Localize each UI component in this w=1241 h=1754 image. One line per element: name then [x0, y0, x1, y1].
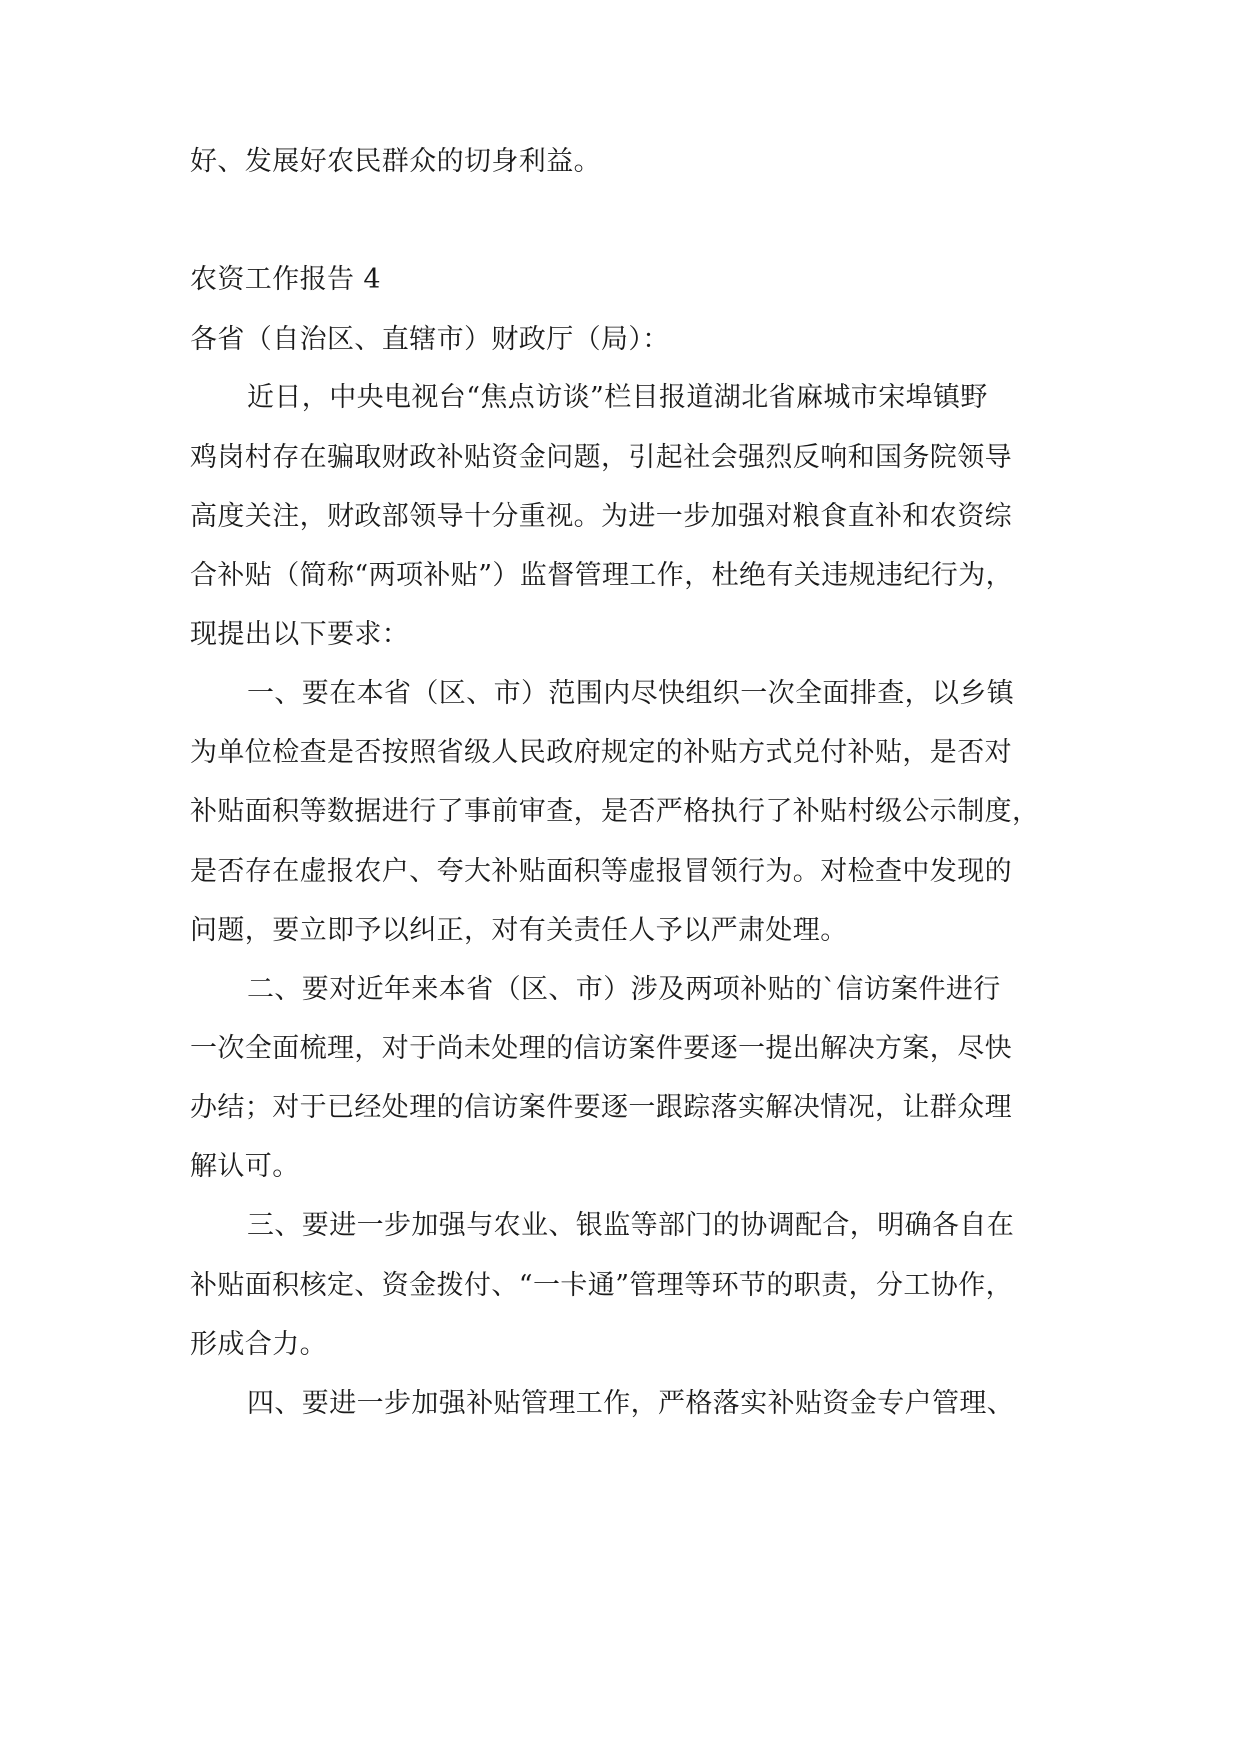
- paragraph-intro-line: 近日，中央电视台“焦点访谈”栏目报道湖北省麻城市宋埠镇野: [247, 382, 988, 413]
- paragraph-item-1-line: 问题，要立即予以纠正，对有关责任人予以严肃处理。: [190, 915, 848, 946]
- salutation: 各省（自治区、直辖市）财政厅（局）：: [190, 324, 670, 355]
- paragraph-item-1-line: 补贴面积等数据进行了事前审查，是否严格执行了补贴村级公示制度，: [190, 796, 1040, 827]
- paragraph-intro-line: 合补贴（简称“两项补贴”）监督管理工作，杜绝有关违规违纪行为，: [190, 560, 1014, 591]
- paragraph-continuation-line: 好、发展好农民群众的切身利益。: [190, 146, 601, 177]
- paragraph-item-1-line: 一、要在本省（区、市）范围内尽快组织一次全面排查，以乡镇: [247, 678, 1015, 709]
- paragraph-intro-line: 高度关注，财政部领导十分重视。为进一步加强对粮食直补和农资综: [190, 501, 1012, 532]
- paragraph-item-4-line: 四、要进一步加强补贴管理工作，严格落实补贴资金专户管理、: [247, 1388, 1015, 1419]
- paragraph-item-3-line: 补贴面积核定、资金拨付、“一卡通”管理等环节的职责，分工协作，: [190, 1270, 1014, 1301]
- paragraph-intro-line: 现提出以下要求：: [190, 619, 410, 650]
- paragraph-item-3-line: 三、要进一步加强与农业、银监等部门的协调配合，明确各自在: [247, 1210, 1015, 1241]
- paragraph-item-2-line: 解认可。: [190, 1151, 300, 1182]
- paragraph-item-2-line: 二、要对近年来本省（区、市）涉及两项补贴的`信访案件进行: [247, 974, 1001, 1005]
- paragraph-item-2-line: 一次全面梳理，对于尚未处理的信访案件要逐一提出解决方案，尽快: [190, 1033, 1012, 1064]
- section-title: 农资工作报告 4: [190, 264, 381, 295]
- paragraph-item-1-line: 为单位检查是否按照省级人民政府规定的补贴方式兑付补贴，是否对: [190, 737, 1012, 768]
- paragraph-intro-line: 鸡岗村存在骗取财政补贴资金问题，引起社会强烈反响和国务院领导: [190, 442, 1012, 473]
- paragraph-item-2-line: 办结；对于已经处理的信访案件要逐一跟踪落实解决情况，让群众理: [190, 1092, 1012, 1123]
- paragraph-item-3-line: 形成合力。: [190, 1329, 327, 1360]
- paragraph-item-1-line: 是否存在虚报农户、夸大补贴面积等虚报冒领行为。对检查中发现的: [190, 856, 1012, 887]
